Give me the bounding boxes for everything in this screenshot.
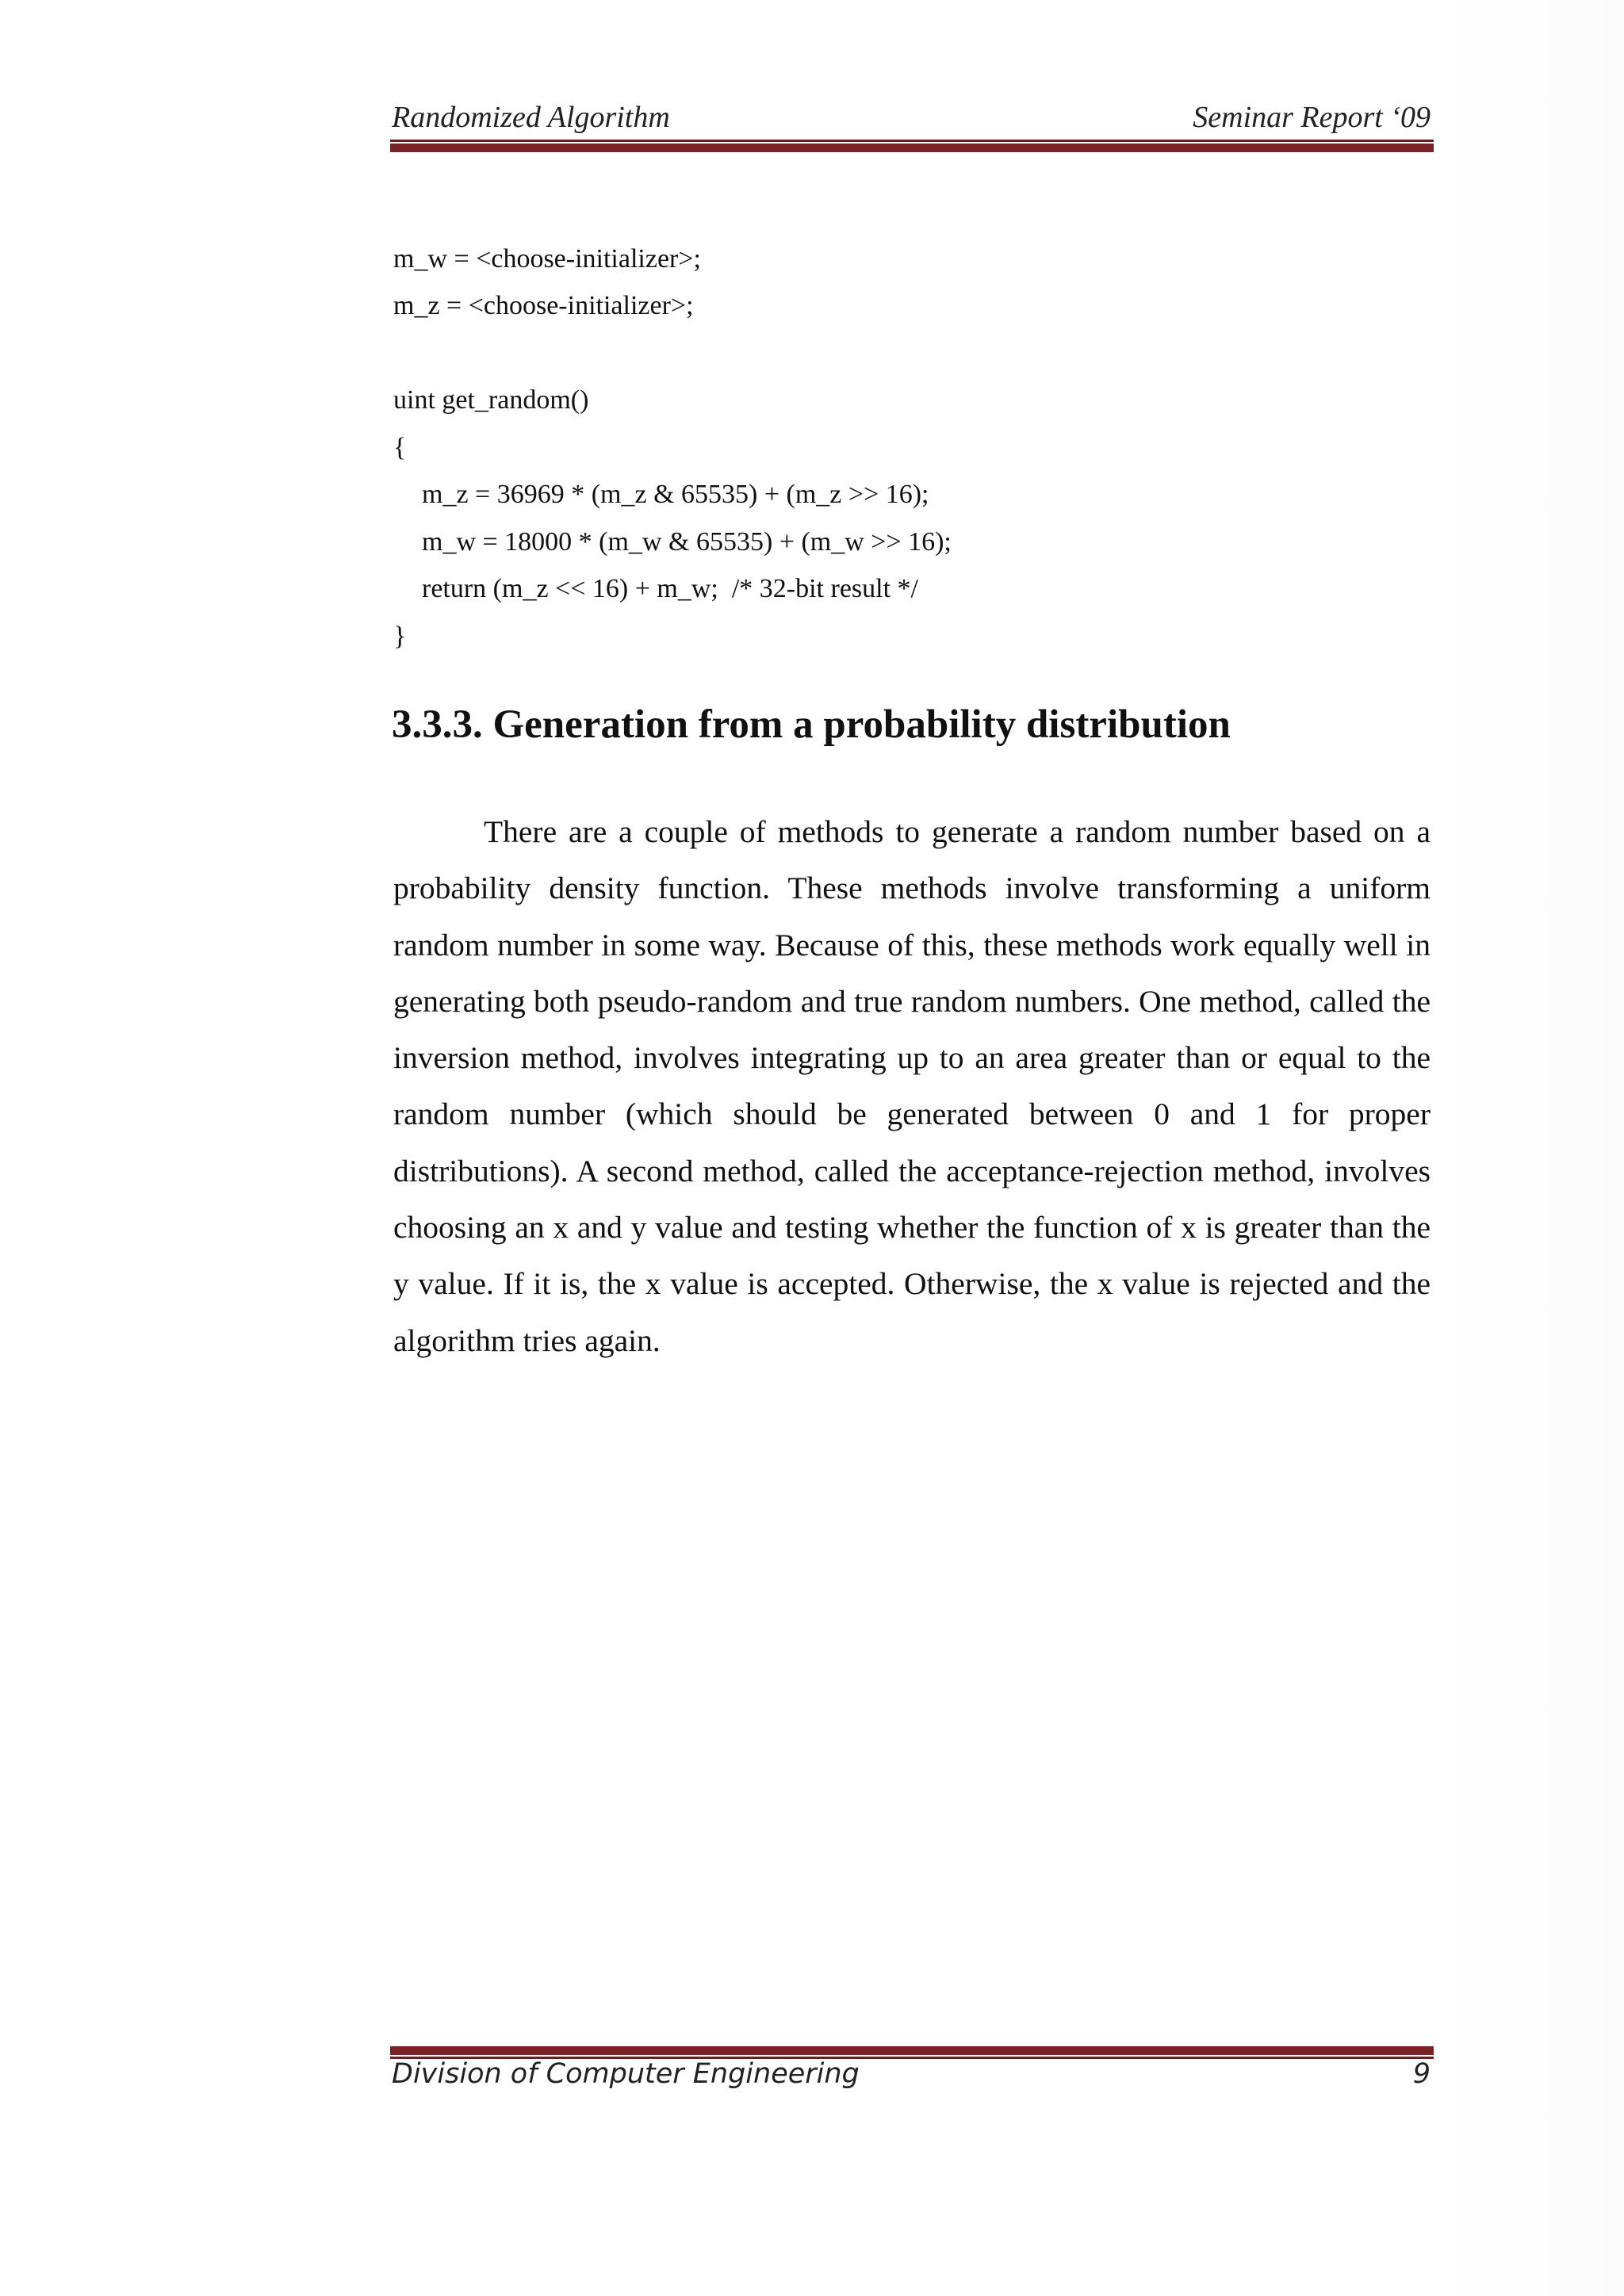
code-line: uint get_random() <box>393 385 589 415</box>
code-line: m_w = <choose-initializer>; <box>393 244 701 274</box>
header-rule-thin <box>390 140 1434 142</box>
code-line: m_z = <choose-initializer>; <box>393 291 694 320</box>
page-edge-shade <box>1435 0 1624 2296</box>
code-line: } <box>393 622 407 651</box>
code-line: return (m_z << 16) + m_w; /* 32-bit result */ <box>422 574 918 603</box>
page-header <box>390 94 1434 141</box>
header-report-label: Seminar Report ‘09 <box>1193 101 1431 134</box>
page-number: 9 <box>1412 2058 1431 2090</box>
code-line: { <box>393 433 407 462</box>
section-heading: 3.3.3. Generation from a probability distribution <box>392 702 1231 747</box>
code-line: m_w = 18000 * (m_w & 65535) + (m_w >> 16); <box>422 527 952 557</box>
footer-rule-thick <box>390 2046 1434 2055</box>
body-paragraph: There are a couple of methods to generate a random number based on a probability density function. These methods involve transforming a uniform random number in some way. Because of this, these methods work equally well in generating both pseudo-random and true random numbers. One method, called the inversion method, involves integrating up to an area greater than or equal to the random number (which should be generated between 0 and 1 for proper distributions). A second method, called the acceptance-rejection method, involves choosing an x and y value and testing whether the function of x is greater than the y value. If it is, the x value is accepted. Otherwise, the x value is rejected and the algorithm tries again. <box>393 814 1431 1358</box>
page-footer <box>390 2055 1434 2103</box>
footer-department: Division of Computer Engineering <box>392 2058 860 2090</box>
header-title: Randomized Algorithm <box>392 101 670 134</box>
header-rule-thick <box>390 144 1434 152</box>
code-line: m_z = 36969 * (m_z & 65535) + (m_z >> 16); <box>422 480 929 509</box>
